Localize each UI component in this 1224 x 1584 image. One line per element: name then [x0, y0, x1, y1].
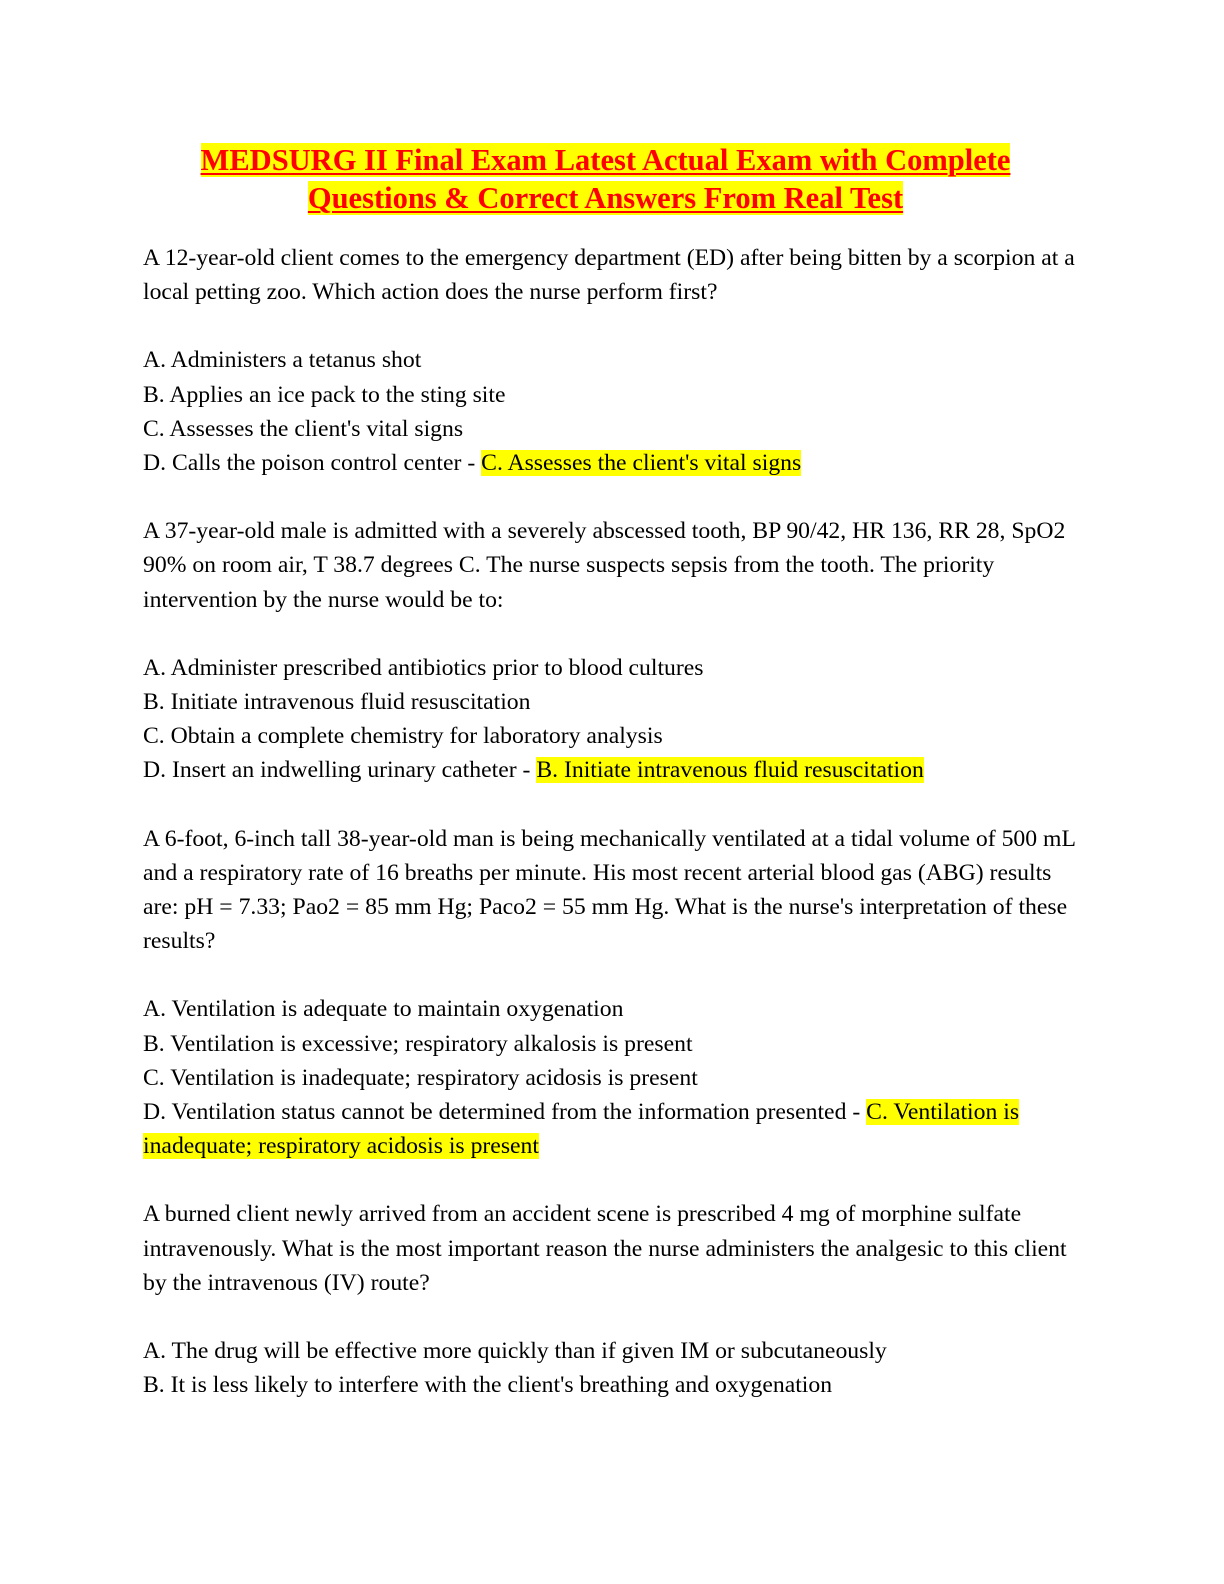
question-2-stem: A 37-year-old male is admitted with a severely abscessed tooth, BP 90/42, HR 136, RR 28, SpO2 90% on room air, T 38.7 degrees C. The nurse suspects sepsis from the tooth. The priority intervention by the nurse would be to: — [143, 518, 1066, 613]
question-2-option-c: C. Obtain a complete chemistry for laboratory analysis — [143, 723, 663, 750]
document-title — [143, 141, 1068, 217]
question-3-option-d — [143, 1095, 1078, 1163]
question-1-stem: A 12-year-old client comes to the emergency department (ED) after being bitten by a scorpion at a local petting zoo. Which action does the nurse perform first? — [143, 245, 1075, 306]
title-line-2: Questions & Correct Answers From Real Test — [307, 181, 904, 215]
question-1-answer: C. Assesses the client's vital signs — [481, 450, 802, 477]
question-1-option-a: A. Administers a tetanus shot — [143, 347, 422, 374]
question-1-option-d — [143, 446, 1078, 480]
question-1-option-d-text: D. Calls the poison control center - — [143, 450, 482, 477]
question-1-option-b: B. Applies an ice pack to the sting site — [143, 381, 506, 408]
question-2-option-d-text: D. Insert an indwelling urinary catheter - — [143, 757, 537, 784]
question-4-option-b: B. It is less likely to interfere with the client's breathing and oxygenation — [143, 1372, 833, 1399]
question-3-option-b: B. Ventilation is excessive; respiratory alkalosis is present — [143, 1030, 693, 1057]
document-body — [143, 241, 1078, 1402]
question-4-stem: A burned client newly arrived from an accident scene is prescribed 4 mg of morphine sulfate intravenously. What is the most important reason the nurse administers the analgesic to this client by the intravenous (IV) route? — [143, 1201, 1067, 1296]
question-3-option-a: A. Ventilation is adequate to maintain oxygenation — [143, 996, 624, 1023]
question-4-option-a: A. The drug will be effective more quickly than if given IM or subcutaneously — [143, 1338, 887, 1365]
title-line-1: MEDSURG II Final Exam Latest Actual Exam with Complete — [200, 143, 1011, 177]
question-3-stem: A 6-foot, 6-inch tall 38-year-old man is being mechanically ventilated at a tidal volume of 500 mL and a respiratory rate of 16 breaths per minute. His most recent arterial blood gas (ABG) results are: pH = 7.33; Pao2 = 85 mm Hg; Paco2 = 55 mm Hg. What is the nurse's interpretation of these results? — [143, 825, 1076, 955]
question-2-option-b: B. Initiate intravenous fluid resuscitation — [143, 689, 531, 716]
question-3-option-c: C. Ventilation is inadequate; respiratory acidosis is present — [143, 1064, 698, 1091]
question-1-option-c: C. Assesses the client's vital signs — [143, 415, 464, 442]
question-3-answer: C. Ventilation is inadequate; respiratory acidosis is present — [143, 1099, 1020, 1160]
question-2-option-d — [143, 753, 1078, 787]
question-3-option-d-text: D. Ventilation status cannot be determined from the information presented - — [143, 1099, 867, 1126]
question-2-option-a: A. Administer prescribed antibiotics prior to blood cultures — [143, 654, 704, 681]
question-2-answer: B. Initiate intravenous fluid resuscitation — [536, 757, 924, 784]
